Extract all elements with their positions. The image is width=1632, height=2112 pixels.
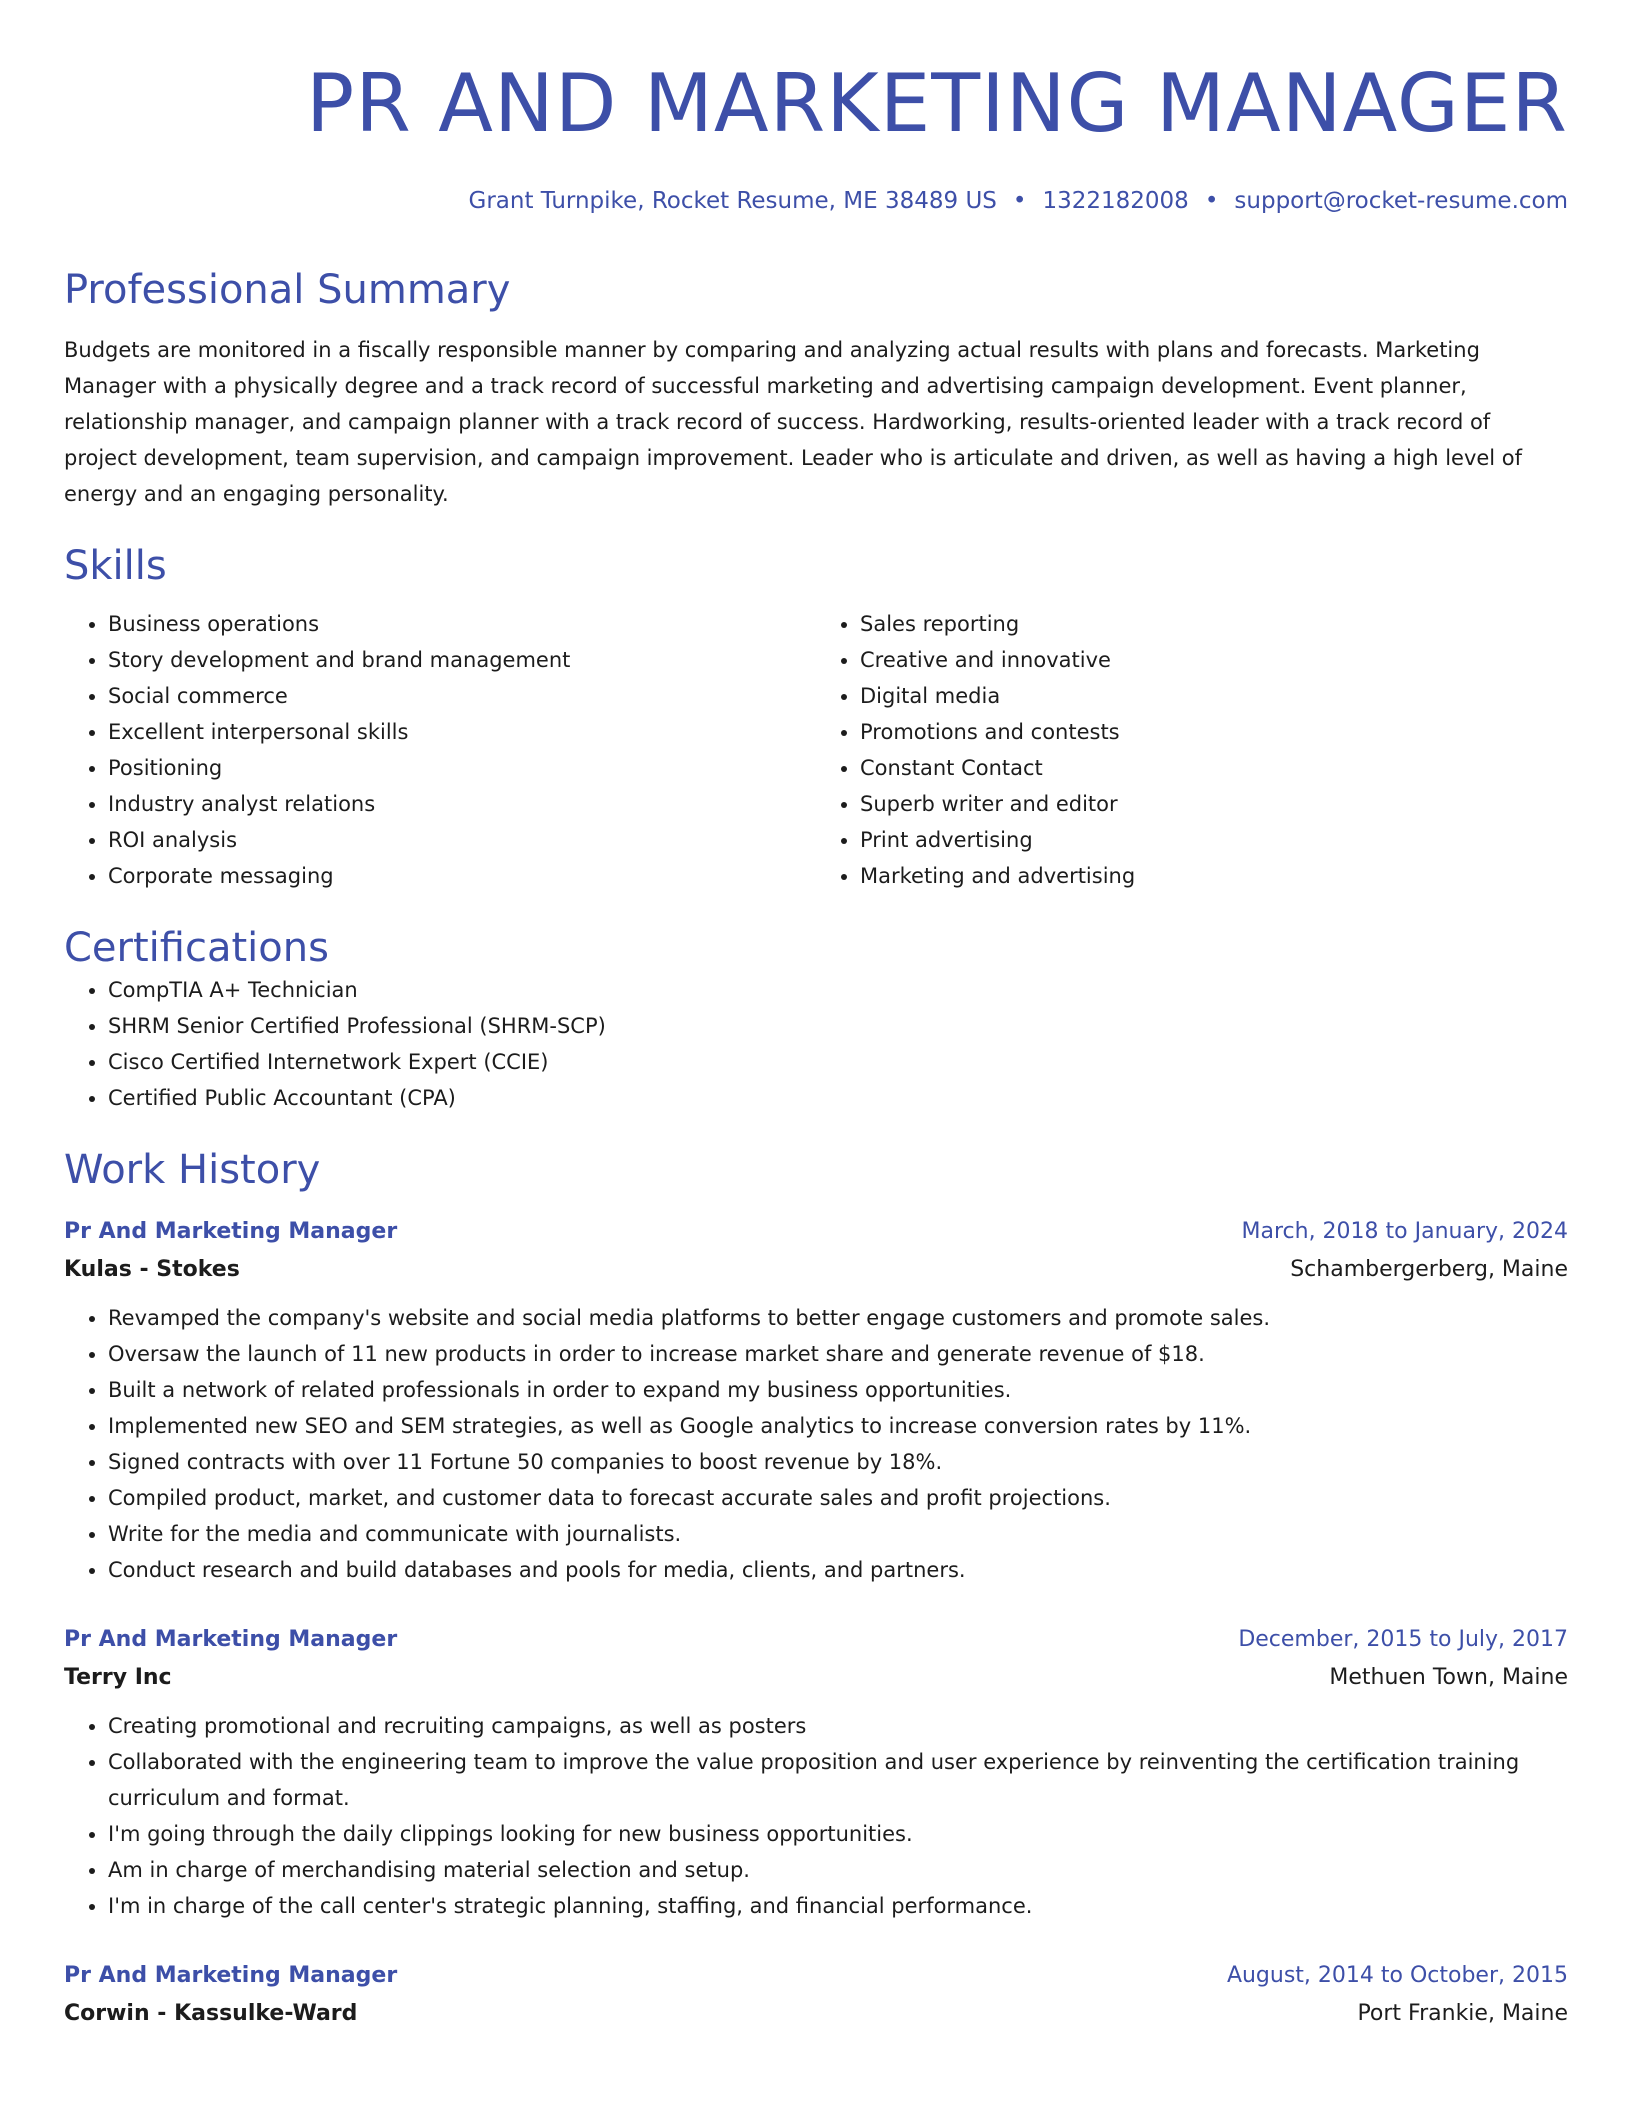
skill-item: • Superb writer and editor [860, 786, 1568, 822]
skills-list-left [64, 606, 816, 894]
job-company-row [64, 1250, 1568, 1290]
skill-item: • Promotions and contests [860, 714, 1568, 750]
job-company: Kulas - Stokes [64, 1257, 240, 1282]
job-company: Corwin - Kassulke-Ward [64, 2001, 358, 2026]
skill-item: • Sales reporting [860, 606, 1568, 642]
job-bullet: • Conduct research and build databases and pools for media, clients, and partners. [108, 1552, 1568, 1588]
job-dates: August, 2014 to October, 2015 [1226, 1963, 1568, 1988]
job-bullet: • Write for the media and communicate with journalists. [108, 1516, 1568, 1552]
job-bullet: • Revamped the company's website and social media platforms to better engage customers and promote sales. [108, 1300, 1568, 1336]
contact-email[interactable]: support@rocket-resume.com [1234, 188, 1568, 214]
job-dates: December, 2015 to July, 2017 [1238, 1627, 1568, 1652]
skill-item: • Creative and innovative [860, 642, 1568, 678]
contact-separator: • [1204, 188, 1219, 214]
certification-item: • Certified Public Accountant (CPA) [108, 1080, 1568, 1116]
skill-item: • Positioning [108, 750, 816, 786]
skill-item: • Story development and brand management [108, 642, 816, 678]
resume-title: PR AND MARKETING MANAGER [306, 57, 1568, 150]
skill-item: • Excellent interpersonal skills [108, 714, 816, 750]
job-header-row [64, 1214, 1568, 1250]
skill-item: • Corporate messaging [108, 858, 816, 894]
skills-heading: Skills [64, 543, 167, 589]
work-history-heading: Work History [64, 1147, 321, 1193]
job-title: Pr And Marketing Manager [64, 1219, 398, 1244]
certification-item: • SHRM Senior Certified Professional (SHRM-SCP) [108, 1008, 1568, 1044]
skill-item: • Industry analyst relations [108, 786, 816, 822]
job-entry [64, 1214, 1568, 1588]
job-bullet: • Signed contracts with over 11 Fortune 50 companies to boost revenue by 18%. [108, 1444, 1568, 1480]
job-bullets [64, 1708, 1568, 1924]
job-bullet: • Oversaw the launch of 11 new products in order to increase market share and generate revenue of $18. [108, 1336, 1568, 1372]
job-company-row [64, 1994, 1568, 2034]
job-bullet: • Collaborated with the engineering team to improve the value proposition and user experience by reinventing the certification training curriculum and format. [108, 1744, 1568, 1816]
certification-item: • CompTIA A+ Technician [108, 972, 1568, 1008]
job-location: Schambergerberg, Maine [1290, 1257, 1568, 1282]
job-bullet: • Creating promotional and recruiting campaigns, as well as posters [108, 1708, 1568, 1744]
skill-item: • Marketing and advertising [860, 858, 1568, 894]
job-location: Methuen Town, Maine [1329, 1665, 1568, 1690]
job-bullet: • I'm in charge of the call center's strategic planning, staffing, and financial performance. [108, 1888, 1568, 1924]
job-company-row [64, 1658, 1568, 1698]
job-bullet: • Am in charge of merchandising material selection and setup. [108, 1852, 1568, 1888]
skill-item: • Print advertising [860, 822, 1568, 858]
skills-columns [64, 606, 1568, 894]
skill-item: • Digital media [860, 678, 1568, 714]
job-header-row [64, 1958, 1568, 1994]
job-dates: March, 2018 to January, 2024 [1241, 1219, 1568, 1244]
job-title: Pr And Marketing Manager [64, 1963, 398, 1988]
contact-address: Grant Turnpike, Rocket Resume, ME 38489 US [468, 188, 997, 214]
job-bullet: • Built a network of related professionals in order to expand my business opportunities. [108, 1372, 1568, 1408]
job-bullet: • Implemented new SEO and SEM strategies, as well as Google analytics to increase conversion rates by 11%. [108, 1408, 1568, 1444]
skill-item: • ROI analysis [108, 822, 816, 858]
skill-item: • Business operations [108, 606, 816, 642]
certification-item: • Cisco Certified Internetwork Expert (CCIE) [108, 1044, 1568, 1080]
job-bullet: • Compiled product, market, and customer data to forecast accurate sales and profit projections. [108, 1480, 1568, 1516]
contact-separator: • [1012, 188, 1027, 214]
job-entry [64, 1958, 1568, 2034]
job-company: Terry Inc [64, 1665, 172, 1690]
job-header-row [64, 1622, 1568, 1658]
job-title: Pr And Marketing Manager [64, 1627, 398, 1652]
contact-phone: 1322182008 [1042, 188, 1189, 214]
skill-item: • Social commerce [108, 678, 816, 714]
certifications-heading: Certifications [64, 925, 329, 971]
resume-page [64, 0, 1568, 2112]
certifications-list [64, 972, 1568, 1116]
job-entry [64, 1622, 1568, 1924]
summary-heading: Professional Summary [64, 267, 511, 313]
job-bullet: • I'm going through the daily clippings looking for new business opportunities. [108, 1816, 1568, 1852]
summary-text: Budgets are monitored in a fiscally responsible manner by comparing and analyzing actual results with plans and forecasts. Marketing Manager with a physically degree and a track record of successful marketing and advertising campaign development. Event planner, relationship manager, and campaign planner with a track record of success. Hardworking, results-oriented leader with a track record of project development, team supervision, and campaign improvement. Leader who is articulate and driven, as well as having a high level of energy and an engaging personality. [64, 338, 1523, 506]
skill-item: • Constant Contact [860, 750, 1568, 786]
contact-line [64, 186, 1568, 216]
job-location: Port Frankie, Maine [1357, 2001, 1568, 2026]
skills-list-right [816, 606, 1568, 894]
job-bullets [64, 1300, 1568, 1588]
